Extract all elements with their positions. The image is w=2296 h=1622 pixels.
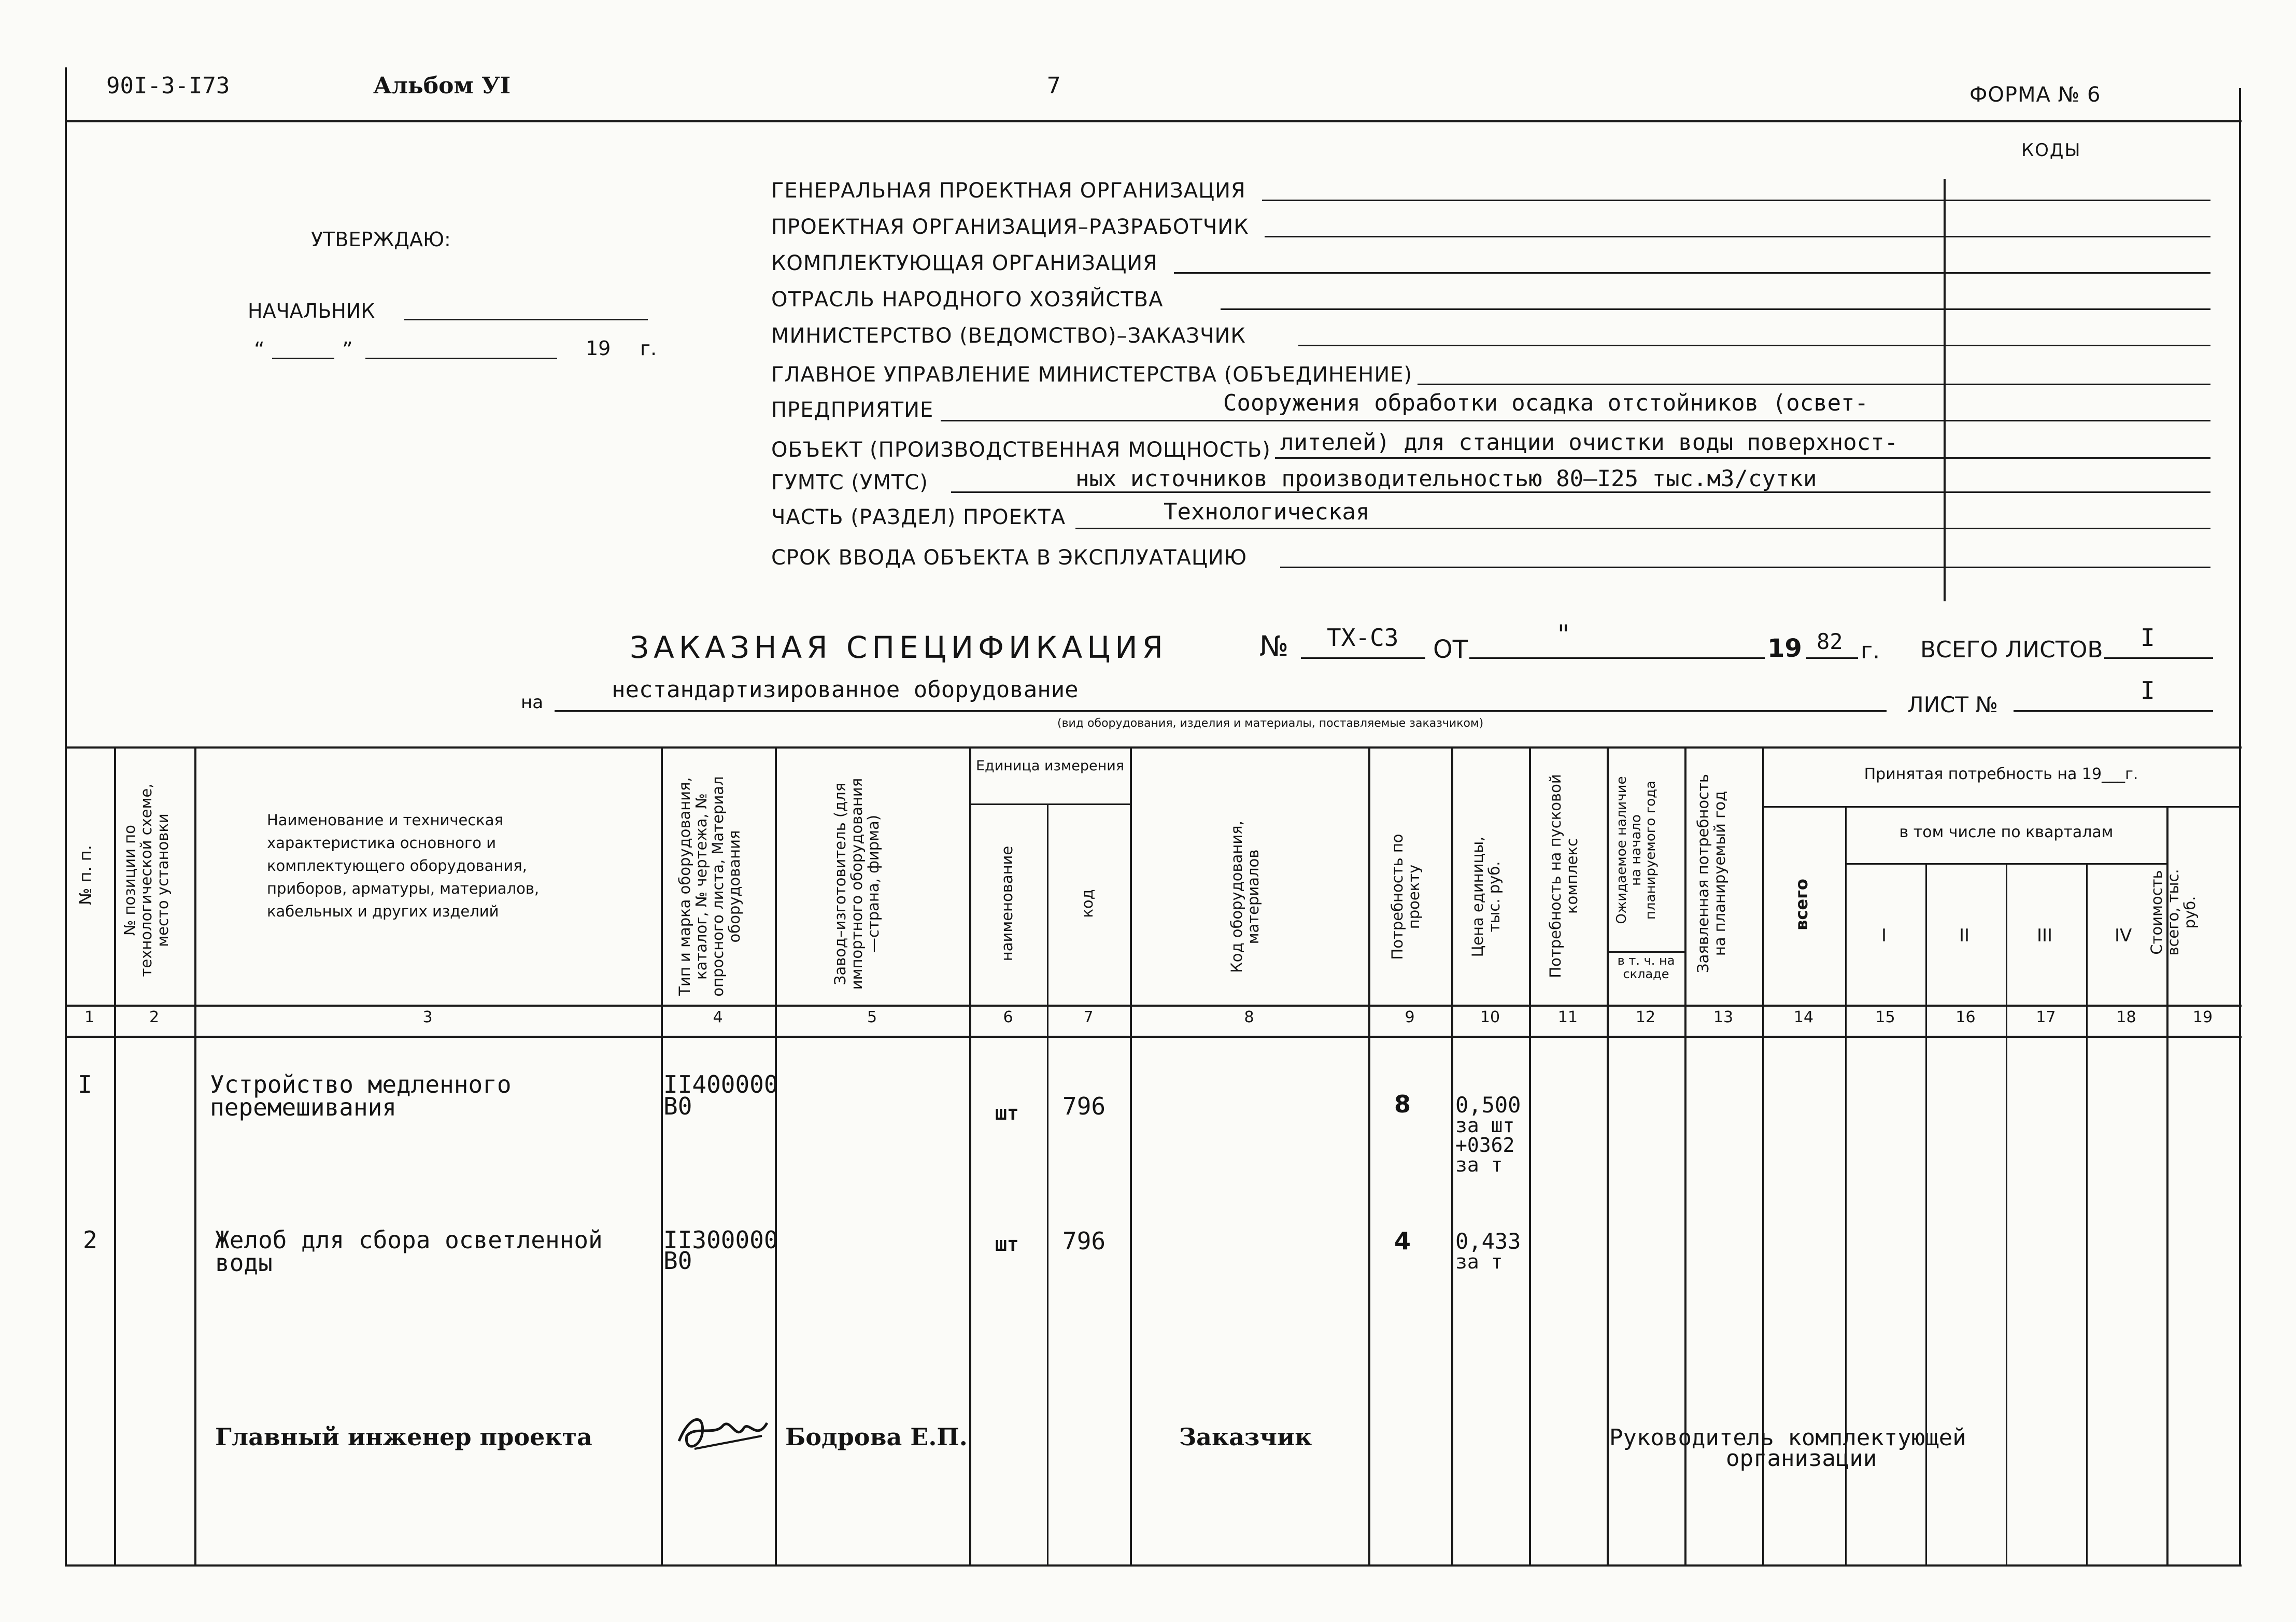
spec-date-quote: " xyxy=(1557,619,1569,650)
col-line-3 xyxy=(661,746,663,1565)
header-declared-need: Заявленная потребность на планируемый год xyxy=(1694,774,1728,973)
row1-qty: 8 xyxy=(1394,1090,1411,1118)
chief-engineer-label: Главный инженер проекта xyxy=(215,1423,592,1451)
header-row-number: № п. п. xyxy=(76,845,95,905)
object-value: лителей) для станции очистки воды поверхност- xyxy=(1280,429,1898,456)
spec-number-label: № xyxy=(1259,630,1289,662)
main-dept-line xyxy=(1418,384,2210,385)
row2-unit: шт xyxy=(995,1233,1019,1256)
gumts-value: ных источников производительностью 80–I25 тыс.м3/сутки xyxy=(1075,466,1817,492)
header-total: всего xyxy=(1792,879,1811,930)
header-accepted-need: Принятая потребность на 19___г. xyxy=(1864,765,2138,783)
spec-year-line xyxy=(1806,657,1858,659)
chief-label: НАЧАЛЬНИК xyxy=(248,300,375,322)
column-number: 5 xyxy=(867,1008,877,1026)
customer-label: Заказчик xyxy=(1179,1423,1312,1451)
spec-title: ЗАКАЗНАЯ СПЕЦИФИКАЦИЯ xyxy=(630,630,1168,665)
frame-bottom xyxy=(65,1564,2242,1567)
col-line-5 xyxy=(969,746,971,1565)
column-number: 13 xyxy=(1713,1008,1734,1026)
frame-right xyxy=(2239,88,2241,1565)
page-number: 7 xyxy=(1047,73,1061,99)
row1-price-line3: +0362 xyxy=(1455,1134,1515,1156)
document-code: 90I-3-I73 xyxy=(106,73,230,99)
spec-number-line xyxy=(1301,657,1425,659)
col-line-7 xyxy=(1130,746,1132,1565)
header-expected-stock: Ожидаемое наличие на начало планируемого года xyxy=(1614,776,1659,924)
spec-date-line xyxy=(1469,657,1765,659)
part-line xyxy=(1075,528,2210,529)
column-number: 7 xyxy=(1083,1008,1094,1026)
signature-mark xyxy=(674,1405,772,1462)
ministry-line xyxy=(1298,345,2210,346)
supply-org-label: КОМПЛЕКТУЮЩАЯ ОРГАНИЗАЦИЯ xyxy=(771,251,1158,275)
object-line xyxy=(1275,457,2210,459)
deadline-label: СРОК ВВОДА ОБЪЕКТА В ЭКСПЛУАТАЦИЮ xyxy=(771,546,1248,570)
row1-name: Устройство медленного перемешивания xyxy=(210,1070,512,1121)
spec-year-value: 82 xyxy=(1817,629,1843,654)
spec-on-value: нестандартизированное оборудование xyxy=(612,676,1079,703)
col-line-9 xyxy=(1451,746,1453,1565)
spec-year-label: 19 xyxy=(1767,634,1802,663)
spec-on-label: на xyxy=(521,692,544,713)
supply-head-line1: Руководитель комплектующей xyxy=(1609,1424,1966,1451)
spec-on-line xyxy=(555,710,1887,712)
table-top-line xyxy=(65,746,2242,749)
spec-number-value: ТХ-СЗ xyxy=(1327,624,1399,652)
main-dept-label: ГЛАВНОЕ УПРАВЛЕНИЕ МИНИСТЕРСТВА (ОБЪЕДИНЕНИЕ) xyxy=(771,363,1413,387)
col-line-2 xyxy=(194,746,196,1565)
form-number: ФОРМА № 6 xyxy=(1969,83,2101,107)
column-number: 4 xyxy=(713,1008,723,1026)
supply-head-line2: организации xyxy=(1726,1445,1877,1472)
enterprise-value: Сооружения обработки осадка отстойников (освет- xyxy=(1223,390,1869,416)
column-number: 19 xyxy=(2192,1008,2213,1026)
total-sheets-value: I xyxy=(2141,624,2155,652)
header-unit-code: код xyxy=(1079,889,1096,918)
header-need-launch: Потребность на пусковой комплекс xyxy=(1547,774,1581,978)
enterprise-label: ПРЕДПРИЯТИЕ xyxy=(771,398,934,422)
spec-year-suffix: г. xyxy=(1861,638,1880,664)
approve-year-prefix: 19 xyxy=(586,337,611,360)
row2-name: Желоб для сбора осветленной воды xyxy=(215,1226,603,1277)
column-number: 6 xyxy=(1003,1008,1013,1026)
header-equipment-code: Код оборудования, материалов xyxy=(1228,821,1262,973)
colnum-bottom-line xyxy=(65,1036,2242,1038)
general-org-line xyxy=(1262,200,2210,201)
codes-column-divider xyxy=(1944,179,1946,601)
object-label: ОБЪЕКТ (ПРОИЗВОДСТВЕННАЯ МОЩНОСТЬ) xyxy=(771,438,1271,462)
header-name: Наименование и техническая характеристика основного и комплектующего оборудования, приборов, арматуры, материалов, кабельных и других изделий xyxy=(267,811,540,920)
kind-caption: (вид оборудования, изделия и материалы, поставляемые заказчиком) xyxy=(1057,717,1484,730)
chief-signature-line xyxy=(404,319,648,320)
row2-price-line2: за т xyxy=(1455,1250,1503,1273)
codes-label: КОДЫ xyxy=(2021,140,2081,161)
header-unit-name: наименование xyxy=(998,845,1016,962)
row2-unit-code: 796 xyxy=(1062,1227,1106,1255)
column-number: 10 xyxy=(1480,1008,1500,1026)
deadline-line xyxy=(1280,567,2210,568)
unit-group-divider xyxy=(969,803,1130,805)
total-sheets-line xyxy=(2104,657,2213,659)
row2-type-line1: II300000 xyxy=(663,1226,778,1254)
sheet-line xyxy=(2014,710,2213,712)
header-unit-group: Единица измерения xyxy=(975,758,1125,774)
column-number: 12 xyxy=(1635,1008,1656,1026)
part-label: ЧАСТЬ (РАЗДЕЛ) ПРОЕКТА xyxy=(771,505,1066,529)
date-month-line xyxy=(365,358,557,359)
enterprise-line xyxy=(941,420,2210,421)
column-number: 11 xyxy=(1557,1008,1578,1026)
sheet-value: I xyxy=(2141,676,2155,704)
header-quarters: в том числе по кварталам xyxy=(1899,823,2114,841)
row2-number: 2 xyxy=(83,1226,97,1254)
frame-left xyxy=(65,67,67,1565)
row1-type-line2: В0 xyxy=(663,1092,692,1120)
col-line-4 xyxy=(775,746,777,1565)
row1-price-line2: за шт xyxy=(1455,1114,1515,1137)
row1-unit: шт xyxy=(995,1102,1019,1124)
row1-type-line1: II400000 xyxy=(663,1070,778,1098)
colnum-top-line xyxy=(65,1005,2242,1007)
gumts-label: ГУМТС (УМТС) xyxy=(771,471,928,495)
spec-from-label: ОТ xyxy=(1433,635,1468,664)
header-q3: III xyxy=(2037,925,2053,946)
header-unit-price: Цена единицы, тыс. руб. xyxy=(1469,836,1503,957)
date-day-line xyxy=(272,358,334,359)
col-line-15 xyxy=(1925,863,1927,1565)
header-position: № позиции по технологической схеме, место установки xyxy=(121,783,172,977)
header-need-project: Потребность по проекту xyxy=(1388,834,1423,960)
row2-qty: 4 xyxy=(1394,1227,1411,1255)
header-cost: Стоимость всего, тыс. руб. xyxy=(2148,869,2199,956)
header-type: Тип и марка оборудования, каталог, № чертежа, № опросного листа, Материал оборудования xyxy=(676,776,743,997)
general-org-label: ГЕНЕРАЛЬНАЯ ПРОЕКТНАЯ ОРГАНИЗАЦИЯ xyxy=(771,179,1246,203)
approve-year-suffix: г. xyxy=(640,337,657,360)
column-number: 8 xyxy=(1244,1008,1254,1026)
signature-name: Бодрова Е.П. xyxy=(785,1423,968,1451)
supply-org-line xyxy=(1174,272,2210,274)
col-line-10 xyxy=(1529,746,1531,1565)
ministry-label: МИНИСТЕРСТВО (ВЕДОМСТВО)–ЗАКАЗЧИК xyxy=(771,324,1246,348)
col-line-1 xyxy=(114,746,116,1565)
frame-top xyxy=(65,120,2242,122)
column-number: 16 xyxy=(1955,1008,1976,1026)
total-sheets-label: ВСЕГО ЛИСТОВ xyxy=(1920,637,2103,663)
col-line-11 xyxy=(1607,746,1609,1565)
row1-unit-code: 796 xyxy=(1062,1092,1106,1120)
column-number: 1 xyxy=(84,1008,95,1026)
gumts-line xyxy=(951,491,2210,493)
column-number: 2 xyxy=(149,1008,160,1026)
row1-number: I xyxy=(78,1070,92,1098)
date-quote-close: ” xyxy=(342,338,353,362)
col-line-6 xyxy=(1047,803,1048,1565)
header-in-stock: в т. ч. на складе xyxy=(1617,953,1675,981)
header-q4: IV xyxy=(2115,925,2132,946)
industry-label: ОТРАСЛЬ НАРОДНОГО ХОЗЯЙСТВА xyxy=(771,288,1164,312)
album-label: Альбом УI xyxy=(373,73,511,99)
column-number: 17 xyxy=(2036,1008,2056,1026)
column-number: 3 xyxy=(422,1008,433,1026)
approve-title: УТВЕРЖДАЮ: xyxy=(311,228,451,251)
column-number: 9 xyxy=(1405,1008,1415,1026)
col-line-16 xyxy=(2006,863,2007,1565)
industry-line xyxy=(1221,308,2210,310)
row1-price-line1: 0,500 xyxy=(1455,1092,1521,1118)
part-value: Технологическая xyxy=(1164,499,1370,525)
col-line-8 xyxy=(1368,746,1370,1565)
header-q1: I xyxy=(1881,925,1887,946)
column-number: 15 xyxy=(1875,1008,1895,1026)
stock-divider xyxy=(1607,951,1684,953)
developer-org-line xyxy=(1265,236,2210,237)
header-q2: II xyxy=(1959,925,1970,946)
row2-price-line1: 0,433 xyxy=(1455,1229,1521,1254)
header-manufacturer: Завод–изготовитель (для импортного оборудования —страна, фирма) xyxy=(831,778,882,990)
sheet-label: ЛИСТ № xyxy=(1907,692,1999,717)
developer-org-label: ПРОЕКТНАЯ ОРГАНИЗАЦИЯ–РАЗРАБОТЧИК xyxy=(771,215,1249,239)
date-quote-open: “ xyxy=(254,338,265,362)
col-line-17 xyxy=(2086,863,2088,1565)
row2-type-line2: В0 xyxy=(663,1247,692,1275)
row1-price-line4: за т xyxy=(1455,1153,1503,1176)
column-number: 14 xyxy=(1793,1008,1814,1026)
column-number: 18 xyxy=(2116,1008,2136,1026)
